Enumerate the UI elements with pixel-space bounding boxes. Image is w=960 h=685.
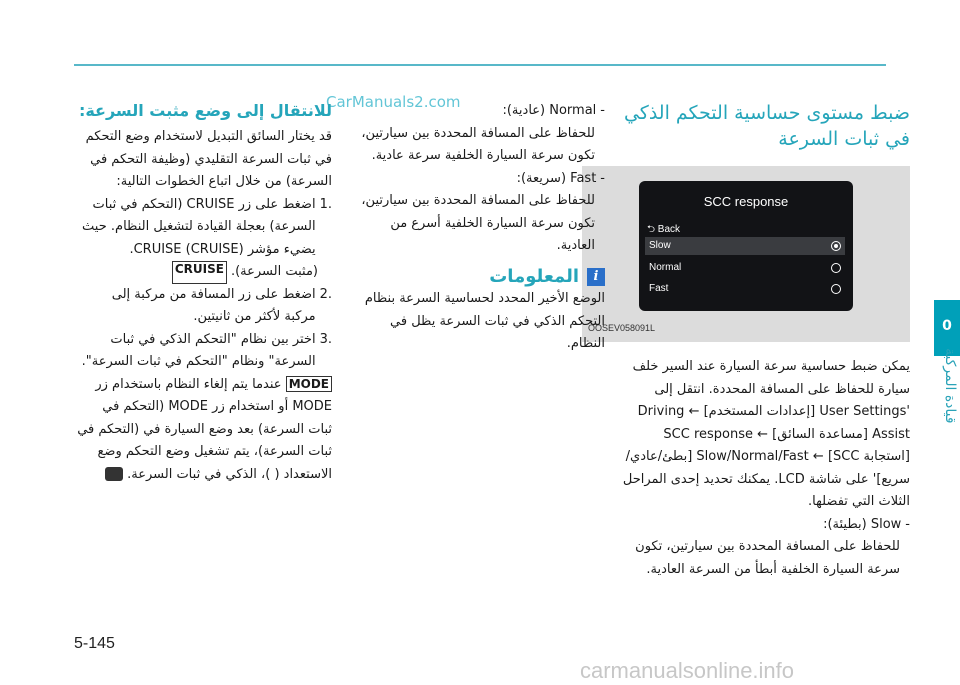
step-number: 3. (319, 331, 332, 347)
option-normal (645, 259, 845, 277)
car-standby-icon (105, 467, 123, 481)
lcd-screen (639, 181, 853, 311)
screen-title: SCC response (703, 194, 789, 209)
radio-selected-icon (831, 241, 841, 251)
radio-icon (831, 284, 841, 294)
bullet: - (600, 103, 605, 118)
list-item (620, 536, 910, 581)
sensitivity-heading: ضبط مستوى حساسية التحكم الذكي في ثبات السرعة (623, 102, 910, 150)
info-body: الوضع الأخير المحدد لحساسية السرعة بنظام التحكم الذكي في ثبات السرعة يظل في النظام. (364, 291, 605, 351)
figure-code: OOSEV058091L (588, 322, 656, 333)
step-number: 1. (319, 196, 332, 212)
step-item (77, 261, 332, 284)
bullet: - (600, 170, 605, 186)
item-text: Fast (سريعة): (516, 170, 597, 186)
watermark-bottom: carmanualsonline.info (580, 658, 795, 683)
list-item (620, 514, 910, 537)
info-title: المعلومات (489, 265, 579, 287)
mode-badge-icon: MODE (286, 376, 332, 392)
top-rule (74, 64, 886, 66)
right-column (588, 100, 910, 581)
radio-icon (831, 263, 841, 273)
option-label: Slow (649, 239, 671, 251)
info-box (350, 266, 605, 289)
step-item (77, 329, 332, 374)
item-text: للحفاظ على المسافة المحددة بين سيارتين، تكون سرعة السيارة الخلفية سرعة عادية. (361, 125, 595, 163)
page-number: 5-145 (74, 635, 115, 652)
list-item (350, 100, 605, 123)
list-item (350, 168, 605, 191)
list-item (350, 190, 605, 258)
step-text: اختر بين نظام "التحكم الذكي في ثبات السرعة" ونظام "التحكم في ثبات السرعة". (81, 331, 316, 369)
option-slow (645, 237, 845, 255)
section-label: قيادة المركبة (942, 348, 958, 424)
item-text: للحفاظ على المسافة المحددة بين سيارتين، تكون سرعة السيارة الخلفية أسرع من العادية. (361, 193, 595, 253)
section-tab-number: 0 (942, 318, 952, 334)
back-arrow-icon: ⮌ (647, 224, 658, 235)
list-item (350, 123, 605, 168)
option-label: Fast (649, 282, 669, 294)
bullet: - (905, 516, 910, 532)
item-text: Normal (عادية): (502, 103, 597, 118)
item-text: Slow (بطيئة): (823, 516, 902, 532)
cruise-badge-icon: CRUISE (172, 261, 227, 284)
left-column (77, 100, 332, 486)
step-item (77, 284, 332, 329)
step-text: (مثبت السرعة). (230, 264, 318, 279)
item-text: للحفاظ على المسافة المحددة بين سيارتين، تكون سرعة السيارة الخلفية أبطأ من السرعة العادية. (635, 539, 900, 577)
switch-mode-heading: للانتقال إلى وضع مثبت السرعة: (78, 101, 332, 120)
option-fast (645, 280, 845, 298)
step-text: اضغط على زر المسافة من مركبة إلى مركبة لأكثر من ثانيتين. (111, 286, 316, 324)
scc-response-figure (582, 166, 910, 342)
sensitivity-body: يمكن ضبط حساسية سرعة السيارة عند السير خلف سيارة للحفاظ على المسافة المحددة. انتقل إلى 'User Settings [إعدادات المستخدم] ← Driving Assist [مساعدة السائق] ← SCC response [استجابة SCC] ← Slow/Normal/Fast [بطئ/عادي/سريع]' على شاشة LCD. يمكنك تحديد إحدى المراحل الثلاث التي تفضلها. (622, 359, 910, 509)
step-item (77, 194, 332, 262)
step-text: اضغط على زر CRUISE (التحكم في ثبات السرعة) بعجلة القيادة لتشغيل النظام. حيث يضيء مؤشر CRUISE (CRUISE). (82, 196, 316, 257)
outro-text: عندما يتم إلغاء النظام باستخدام زر MODE أو استخدام زر MODE (التحكم في ثبات السرعة) بعد وضع السيارة في (التحكم في ثبات السرعة)، يتم تشغيل وضع التحكم وضع الاستعداد ( )، الذكي في ثبات السرعة. (77, 376, 332, 482)
middle-column (350, 100, 605, 356)
watermark-top: CarManuals2.com (326, 93, 461, 111)
switch-mode-intro: قد يختار السائق التبديل لاستخدام وضع التحكم في ثبات السرعة التقليدي (وظيفة التحكم في السرعة) من خلال اتباع الخطوات التالية: (85, 129, 332, 189)
info-icon: i (587, 268, 605, 286)
option-label: Normal (649, 261, 682, 273)
switch-mode-outro (77, 374, 332, 487)
back-label: Back (657, 224, 681, 235)
step-number: 2. (319, 286, 332, 302)
